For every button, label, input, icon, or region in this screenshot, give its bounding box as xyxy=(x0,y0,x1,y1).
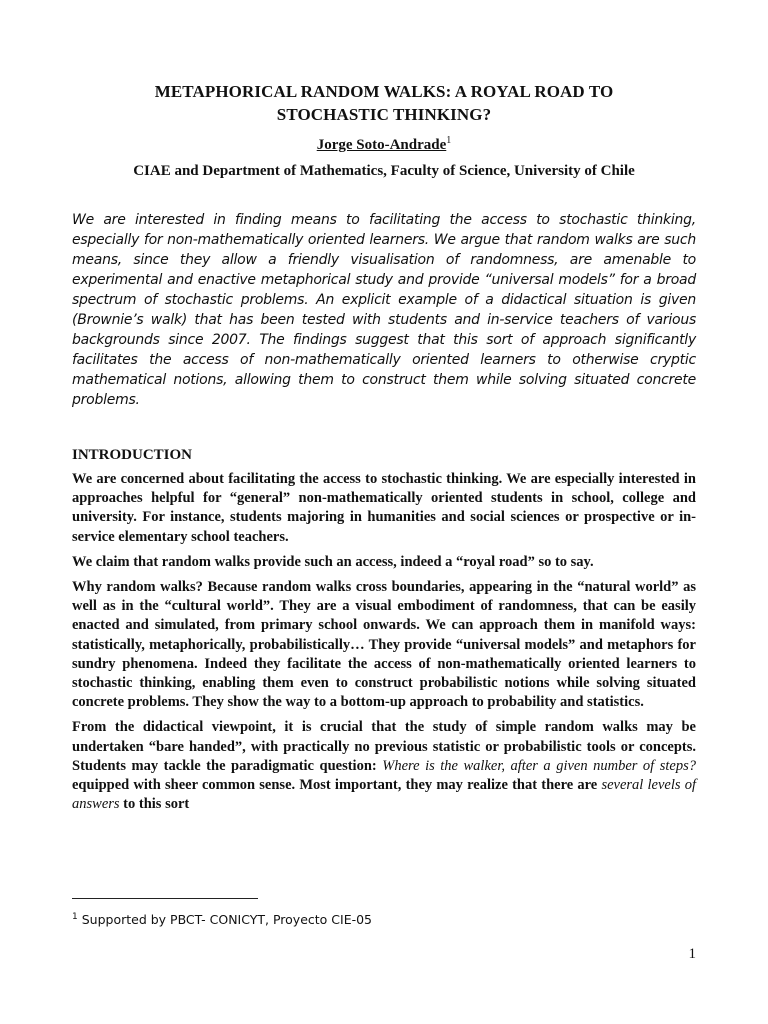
last-paragraph-italic-question: Where is the walker, after a given number of steps? xyxy=(382,757,696,774)
paper-title xyxy=(72,80,696,126)
footnote-text: Supported by PBCT- CONICYT, Proyecto CIE-05 xyxy=(81,912,373,927)
author-name: Jorge Soto-Andrade xyxy=(316,137,447,153)
footnote-separator xyxy=(72,898,258,899)
body-paragraph-last xyxy=(72,718,696,814)
last-paragraph-italic-levels: several levels of answers xyxy=(72,777,696,813)
body-paragraph: We are concerned about facilitating the access to stochastic thinking. We are especially interested in approaches helpful for “general” non-mathematically oriented students in school, college and university. For instance, students majoring in humanities and social sciences or prospective or in-service elementary school teachers. xyxy=(72,471,696,545)
last-paragraph-part-2: equipped with sheer common sense. Most important, they may realize that there are xyxy=(72,777,602,794)
author-line xyxy=(72,135,696,155)
footnote-mark: 1 xyxy=(72,912,78,922)
body-paragraph: Why random walks? Because random walks cross boundaries, appearing in the “natural world” as well as in the “cultural world”. They are a visual embodiment of randomness, that can be easily enacted and simulated, from primary school onwards. We can approach them in manifold ways: statistically, metaphorically, probabilistically… They provide “universal models” and metaphors for sundry phenomena. Indeed they facilitate the access of non-mathematically oriented learners to stochastic thinking, enabling them even to construct probabilistic notions while solving situated concrete problems. They show the way to a bottom-up approach to probability and statistics. xyxy=(72,579,696,711)
body-paragraph: We claim that random walks provide such an access, indeed a “royal road” so to say. xyxy=(72,553,594,570)
title-line-1: METAPHORICAL RANDOM WALKS: A ROYAL ROAD TO xyxy=(154,82,614,101)
abstract: We are interested in finding means to facilitating the access to stochastic thinking, especially for non-mathematically oriented learners. We argue that random walks are such means, since they allow a friendly visualisation of randomness, are amenable to experimental and enactive metaphorical study and provide “universal models” for a broad spectrum of stochastic problems. An explicit example of a didactical situation is given (Brownie’s walk) that has been tested with students and in-service teachers of various backgrounds since 2007. The findings suggest that this sort of approach significantly facilitates the access of non-mathematically oriented learners to otherwise cryptic mathematical notions, allowing them to construct them while solving situated concrete problems. xyxy=(72,212,696,408)
last-paragraph-part-3: to this sort xyxy=(119,796,190,813)
last-paragraph-part-1: From the didactical viewpoint, it is crucial that the study of simple random walks may be undertaken “bare handed”, with practically no previous statistic or probabilistic tools or concepts. Students may tackle the paradigmatic question: xyxy=(72,719,696,774)
footnote xyxy=(72,912,372,928)
affiliation: CIAE and Department of Mathematics, Faculty of Science, University of Chile xyxy=(133,163,635,179)
body-text xyxy=(72,470,696,820)
title-line-2: STOCHASTIC THINKING? xyxy=(276,105,492,124)
page-number: 1 xyxy=(688,946,696,962)
section-heading: INTRODUCTION xyxy=(72,447,193,463)
author-footnote-mark: 1 xyxy=(446,135,452,146)
